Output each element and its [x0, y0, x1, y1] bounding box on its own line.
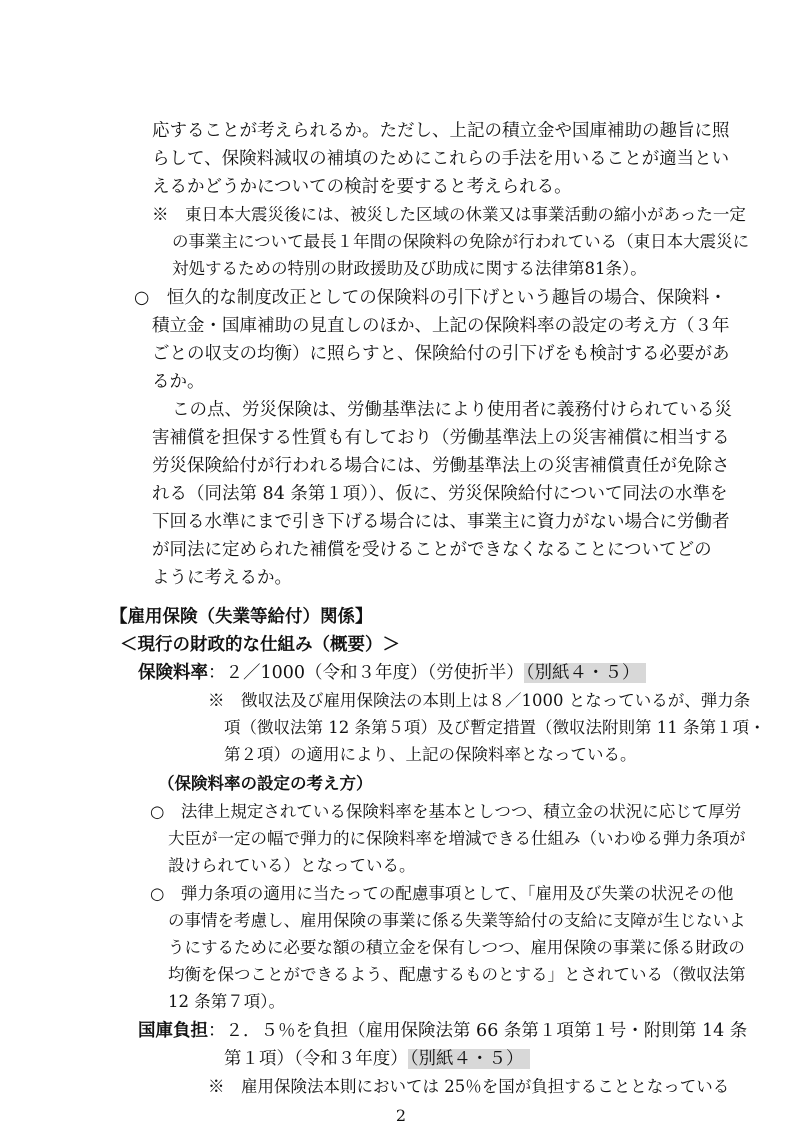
text-line: が同法に定められた補償を受けることができなくなることについてどの [152, 540, 712, 560]
subheading: （保険料率の設定の考え方） [158, 774, 373, 793]
bullet-line: 設けられている）となっている。 [168, 856, 416, 875]
attachment-ref-highlight: （別紙４・５） [408, 1049, 530, 1069]
national-burden-label: 国庫負担 [138, 1021, 208, 1041]
premium-rate-value: ：２／1000（令和３年度）（労使折半） [208, 663, 524, 683]
note-line: ※ 徴収法及び雇用保険法の本則上は８／1000 となっているが、弾力条 [208, 691, 751, 710]
text-line: れる（同法第 84 条第１項））、仮に、労災保険給付について同法の水準を [152, 484, 728, 504]
note-line: ※ 雇用保険法本則においては 25％を国が負担することとなっている [208, 1077, 730, 1096]
premium-rate-line [138, 661, 646, 685]
bullet-line: 12 条第７項）。 [168, 992, 285, 1011]
text-line: 害補償を担保する性質も有しており（労働基準法上の災害補償に相当する [152, 428, 730, 448]
national-burden-year: 第１項）（令和３年度） [224, 1049, 408, 1069]
national-burden-value: ：２．５％を負担（雇用保険法第 66 条第１項第１号・附則第 14 条 [208, 1021, 748, 1041]
bullet-line: 均衡を保つことができるよう、配慮するものとする」とされている（徴収法第 [168, 965, 746, 984]
subsection-heading: ＜現行の財政的な仕組み（概要）＞ [120, 635, 400, 655]
bullet-line: ○ 法律上規定されている保険料率を基本としつつ、積立金の状況に応じて厚労 [150, 802, 742, 821]
attachment-ref-highlight: （別紙４・５） [524, 663, 646, 683]
note-line: 第２項）の適用により、上記の保険料率となっている。 [224, 745, 637, 764]
national-burden-cont [224, 1047, 530, 1071]
bullet-line: の事情を考慮し、雇用保険の事業に係る失業等給付の支給に支障が生じないよ [168, 911, 746, 930]
text-line: 労災保険給付が行われる場合には、労働基準法上の災害補償責任が免除さ [152, 456, 730, 476]
text-line: ごとの収支の均衡）に照らすと、保険給付の引下げをも検討する必要があ [152, 344, 730, 364]
text-line: 積立金・国庫補助の見直しのほか、上記の保険料率の設定の考え方（３年 [152, 316, 730, 336]
page-number: 2 [395, 1106, 407, 1125]
premium-rate-label: 保険料率 [138, 663, 208, 683]
bullet-line: 大臣が一定の幅で弾力的に保険料率を増減できる仕組み（いわゆる弾力条項が [168, 829, 746, 848]
national-burden-line [138, 1019, 747, 1043]
text-line: らして、保険料減収の補填のためにこれらの手法を用いることが適当とい [152, 149, 730, 169]
text-line: ○ 恒久的な制度改正としての保険料の引下げという趣旨の場合、保険料・ [134, 288, 727, 308]
text-line: ように考えるか。 [152, 568, 292, 588]
text-line: 下回る水準にまで引き下げる場合には、事業主に資力がない場合に労働者 [152, 512, 730, 532]
bullet-line: ○ 弾力条項の適用に当たっての配慮事項として、「雇用及び失業の状況その他 [150, 884, 734, 903]
note-line: 対処するための特別の財政援助及び助成に関する法律第81条）。 [172, 259, 647, 278]
note-line: ※ 東日本大震災後には、被災した区域の休業又は事業活動の縮小があった一定 [152, 205, 746, 224]
text-line: 応することが考えられるか。ただし、上記の積立金や国庫補助の趣旨に照 [152, 121, 730, 141]
text-line: えるかどうかについての検討を要すると考えられる。 [152, 177, 572, 197]
section-heading: 【雇用保険（失業等給付）関係】 [110, 607, 373, 627]
text-line: この点、労災保険は、労働基準法により使用者に義務付けられている災 [172, 400, 732, 420]
note-line: 項（徴収法第 12 条第５項）及び暫定措置（徴収法附則第 11 条第１項・ [224, 718, 766, 737]
text-line: るか。 [152, 372, 205, 392]
bullet-line: うにするために必要な額の積立金を保有しつつ、雇用保険の事業に係る財政の [168, 938, 745, 957]
note-line: の事業主について最長１年間の保険料の免除が行われている（東日本大震災に [172, 232, 750, 251]
